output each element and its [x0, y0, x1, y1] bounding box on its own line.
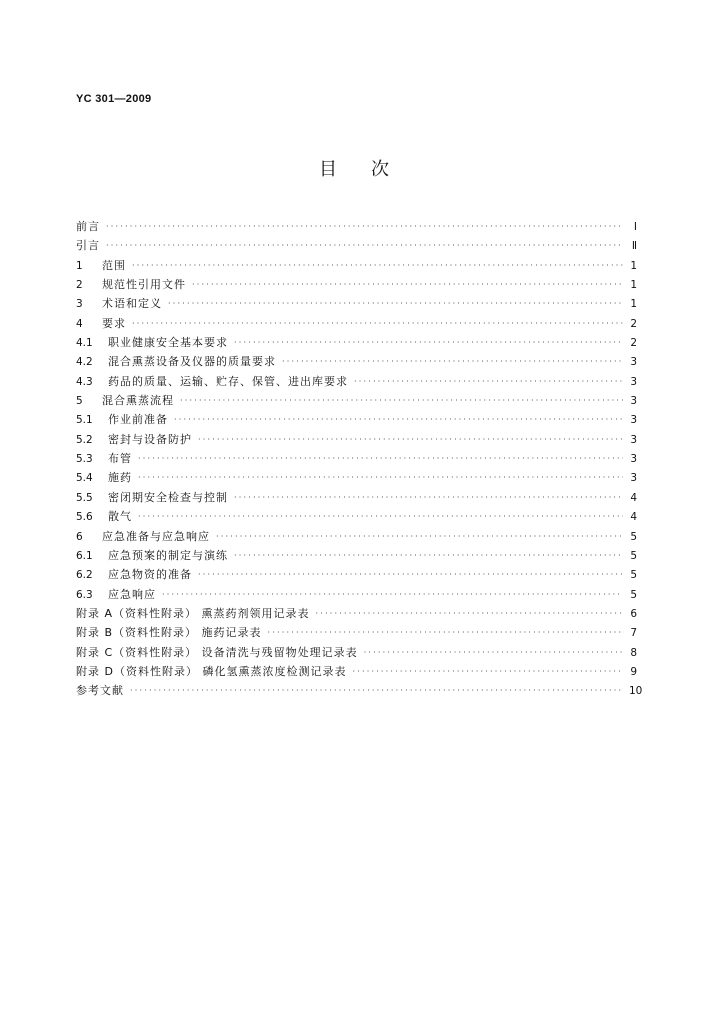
toc-entry-page: 10 — [629, 685, 643, 698]
toc-entry[interactable] — [76, 430, 637, 449]
toc-entry[interactable] — [76, 468, 637, 487]
toc-dot-leader — [198, 565, 623, 584]
toc-entry-number: 6 — [76, 530, 83, 543]
toc-dot-leader — [354, 372, 623, 391]
toc-dot-leader — [162, 585, 623, 604]
toc-entry-number: 6.3 — [76, 588, 93, 601]
toc-dot-leader — [174, 410, 623, 429]
toc-entry-page: 3 — [630, 356, 637, 369]
toc-dot-leader — [352, 662, 623, 681]
toc-entry-number: 1 — [76, 259, 83, 272]
toc-entry-label: 应急物资的准备 — [108, 568, 192, 582]
toc-entry-number: 5.2 — [76, 433, 93, 446]
toc-entry-label: 前言 — [76, 220, 100, 233]
toc-entry[interactable] — [76, 294, 637, 313]
toc-entry-page: 5 — [630, 530, 637, 543]
toc-entry-number: 6.1 — [76, 549, 93, 562]
toc-dot-leader — [130, 681, 623, 700]
toc-dot-leader — [234, 333, 623, 352]
toc-entry-page: Ⅰ — [633, 221, 637, 233]
toc-dot-leader — [106, 236, 623, 255]
toc-entry[interactable] — [76, 449, 637, 468]
toc-entry-label: 施药 — [108, 471, 132, 485]
toc-dot-leader — [198, 430, 623, 449]
toc-entry-label: 作业前准备 — [108, 413, 168, 427]
toc-entry-number: 5.4 — [76, 472, 93, 485]
toc-entry-label: 混合熏蒸设备及仪器的质量要求 — [108, 355, 276, 369]
toc-entry-page: 1 — [630, 259, 637, 272]
toc-dot-leader — [132, 256, 623, 275]
toc-entry-label: 附录 D（资料性附录） 磷化氢熏蒸浓度检测记录表 — [76, 664, 347, 678]
toc-entry-label: 密闭期安全检查与控制 — [108, 490, 228, 504]
toc-dot-leader — [216, 527, 623, 546]
toc-dot-leader — [106, 217, 623, 236]
toc-entry[interactable] — [76, 488, 637, 507]
toc-entry[interactable] — [76, 256, 637, 275]
toc-entry-page: 2 — [630, 337, 637, 350]
toc-entry[interactable] — [76, 546, 637, 565]
toc-entry-number: 5.5 — [76, 491, 93, 504]
toc-dot-leader — [234, 488, 623, 507]
toc-entry-page: 5 — [630, 549, 637, 562]
toc-entry-label: 应急预案的制定与演练 — [108, 548, 228, 562]
toc-entry[interactable] — [76, 333, 637, 352]
toc-dot-leader — [138, 507, 623, 526]
toc-dot-leader — [316, 604, 623, 623]
toc-entry-label: 要求 — [102, 316, 126, 330]
toc-entry-page: 2 — [630, 317, 637, 330]
toc-entry[interactable] — [76, 372, 637, 391]
standard-code: YC 301—2009 — [76, 93, 152, 105]
toc-entry[interactable] — [76, 314, 637, 333]
toc-entry-label: 职业健康安全基本要求 — [108, 336, 228, 350]
toc-entry[interactable] — [76, 623, 637, 642]
toc-entry[interactable] — [76, 236, 637, 255]
toc-entry-page: 4 — [630, 511, 637, 524]
toc-entry-label: 密封与设备防护 — [108, 432, 192, 446]
toc-entry-page: 9 — [630, 665, 637, 678]
toc-entry-page: 1 — [630, 298, 637, 311]
toc-entry-page: 8 — [630, 646, 637, 659]
toc-entry[interactable] — [76, 604, 637, 623]
toc-entry-label: 药品的质量、运输、贮存、保管、进出库要求 — [108, 374, 348, 388]
toc-entry-number: 5 — [76, 395, 83, 408]
toc-entry[interactable] — [76, 565, 637, 584]
toc-dot-leader — [268, 623, 623, 642]
toc-entry-label: 附录 A（资料性附录） 熏蒸药剂领用记录表 — [76, 606, 310, 620]
toc-entry[interactable] — [76, 662, 637, 681]
toc-entry-number: 4 — [76, 317, 83, 330]
toc-entry[interactable] — [76, 681, 643, 700]
toc-entry[interactable] — [76, 410, 637, 429]
toc-dot-leader — [364, 643, 623, 662]
toc-entry-number: 4.1 — [76, 337, 93, 350]
toc-entry-number: 5.1 — [76, 414, 93, 427]
toc-entry-page: 3 — [630, 453, 637, 466]
toc-entry[interactable] — [76, 217, 637, 236]
toc-entry-label: 附录 B（资料性附录） 施药记录表 — [76, 626, 262, 640]
toc-dot-leader — [138, 449, 623, 468]
toc-entry[interactable] — [76, 507, 637, 526]
toc-entry-number: 5.3 — [76, 453, 93, 466]
toc-entry[interactable] — [76, 391, 637, 410]
toc-entry-number: 2 — [76, 279, 83, 292]
toc-entry[interactable] — [76, 352, 637, 371]
toc-entry-page: 5 — [630, 569, 637, 582]
toc-entry-number: 4.3 — [76, 375, 93, 388]
toc-entry-page: 5 — [630, 588, 637, 601]
toc-entry-page: 3 — [630, 472, 637, 485]
toc-entry-page: 3 — [630, 375, 637, 388]
toc-dot-leader — [138, 468, 623, 487]
toc-entry-label: 布管 — [108, 452, 132, 466]
page-title: 目次 — [319, 159, 423, 180]
toc-dot-leader — [132, 314, 623, 333]
toc-entry-label: 附录 C（资料性附录） 设备清洗与残留物处理记录表 — [76, 645, 358, 659]
toc-entry-label: 术语和定义 — [102, 297, 162, 311]
toc-entry[interactable] — [76, 585, 637, 604]
table-of-contents — [76, 217, 643, 701]
toc-entry-page: Ⅱ — [631, 240, 637, 253]
toc-entry-label: 范围 — [102, 258, 126, 272]
toc-entry-number: 4.2 — [76, 356, 93, 369]
toc-entry-page: 6 — [630, 607, 637, 620]
toc-entry-label: 混合熏蒸流程 — [102, 394, 174, 408]
toc-entry-number: 6.2 — [76, 569, 93, 582]
toc-entry[interactable] — [76, 527, 637, 546]
toc-dot-leader — [234, 546, 623, 565]
toc-dot-leader — [168, 294, 623, 313]
toc-entry[interactable] — [76, 643, 637, 662]
toc-entry-label: 规范性引用文件 — [102, 278, 186, 292]
toc-entry-label: 引言 — [76, 239, 100, 253]
toc-entry-page: 3 — [630, 433, 637, 446]
toc-entry-page: 4 — [630, 491, 637, 504]
toc-entry-label: 参考文献 — [76, 684, 124, 698]
toc-entry[interactable] — [76, 275, 637, 294]
toc-entry-page: 1 — [630, 279, 637, 292]
toc-entry-page: 3 — [630, 414, 637, 427]
toc-dot-leader — [192, 275, 623, 294]
toc-entry-label: 应急响应 — [108, 587, 156, 601]
toc-entry-label: 散气 — [108, 510, 132, 524]
toc-entry-page: 7 — [630, 627, 637, 640]
toc-entry-number: 3 — [76, 298, 83, 311]
toc-entry-label: 应急准备与应急响应 — [102, 529, 210, 543]
toc-dot-leader — [180, 391, 623, 410]
toc-entry-page: 3 — [630, 395, 637, 408]
toc-entry-number: 5.6 — [76, 511, 93, 524]
toc-dot-leader — [282, 352, 623, 371]
